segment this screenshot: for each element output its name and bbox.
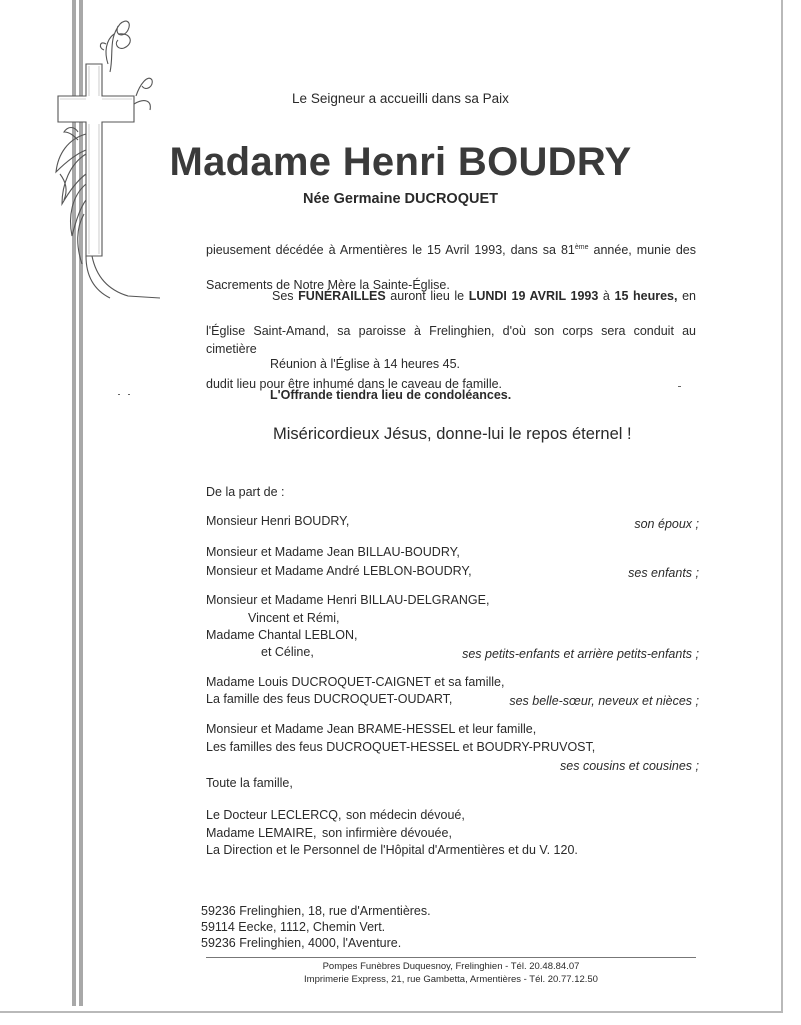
relation-label: ses cousins et cousines ;	[560, 759, 699, 773]
p1-text-a: pieusement décédée à Armentières le 15 Avril 1993, dans sa 81	[206, 243, 575, 258]
p1-line-2: Sacrements de Notre Mère la Sainte-Église.	[206, 278, 450, 293]
scan-speck	[678, 386, 681, 387]
relation-label: son époux ;	[634, 517, 699, 531]
family-line: Monsieur et Madame André LEBLON-BOUDRY,	[206, 564, 472, 578]
family-line: Vincent et Rémi,	[248, 611, 340, 625]
p2-line-3: dudit lieu pour être inhumé dans le caveau de famille.	[206, 376, 503, 391]
deceased-name: Madame Henri BOUDRY	[169, 140, 632, 184]
family-line: Madame Chantal LEBLON,	[206, 628, 358, 642]
reunion-line: Réunion à l'Église à 14 heures 45.	[270, 357, 461, 371]
footer-rule	[206, 957, 696, 958]
footer-funeral-home: Pompes Funèbres Duquesnoy, Frelinghien - Tél. 20.48.84.07	[322, 961, 580, 972]
p1-superscript: ème	[574, 244, 589, 251]
address-line: 59236 Frelinghien, 4000, l'Aventure.	[201, 936, 402, 950]
family-line: Le Docteur LECLERCQ,	[206, 808, 342, 822]
p2-text-c: à	[598, 289, 615, 303]
family-line: La famille des feus DUCROQUET-OUDART,	[206, 692, 453, 706]
funeral-paragraph	[206, 288, 696, 393]
p1-text-b: année, munie des	[588, 243, 696, 258]
offrande-line: L'Offrande tiendra lieu de condoléances.	[270, 388, 512, 402]
address-line: 59114 Eecke, 1112, Chemin Vert.	[201, 920, 386, 934]
p2-text-b: auront lieu le	[385, 289, 469, 303]
family-line: et Céline,	[261, 645, 314, 659]
family-line-role: son médecin dévoué,	[346, 808, 465, 822]
family-line: Madame LEMAIRE,	[206, 826, 317, 840]
family-line: Madame Louis DUCROQUET-CAIGNET et sa famille,	[206, 675, 505, 689]
family-line: Monsieur et Madame Jean BILLAU-BOUDRY,	[206, 545, 460, 559]
family-line: Toute la famille,	[206, 776, 293, 790]
death-notice-paragraph	[206, 239, 696, 295]
footer-printer: Imprimerie Express, 21, rue Gambetta, Armentières - Tél. 20.77.12.50	[304, 974, 598, 985]
family-line: Les familles des feus DUCROQUET-HESSEL et BOUDRY-PRUVOST,	[206, 740, 596, 754]
family-line: Monsieur et Madame Jean BRAME-HESSEL et leur famille,	[206, 722, 537, 736]
p2-text-a: Ses	[272, 289, 299, 303]
relation-label: ses belle-sœur, neveux et nièces ;	[509, 694, 699, 708]
address-line: 59236 Frelinghien, 18, rue d'Armentières.	[201, 904, 431, 918]
p2-funerailles: FUNÉRAILLES	[298, 289, 386, 303]
family-line-role: son infirmière dévouée,	[322, 826, 452, 840]
p2-time: 15 heures,	[614, 289, 678, 303]
scan-speck	[118, 394, 120, 395]
family-line: La Direction et le Personnel de l'Hôpital d'Armentières et du V. 120.	[206, 843, 578, 857]
family-line: Monsieur et Madame Henri BILLAU-DELGRANGE,	[206, 593, 490, 607]
family-line: Monsieur Henri BOUDRY,	[206, 514, 350, 528]
family-intro: De la part de :	[206, 485, 285, 499]
relation-label: ses petits-enfants et arrière petits-enfants ;	[462, 647, 699, 661]
relation-label: ses enfants ;	[628, 566, 699, 580]
prayer-line: Miséricordieux Jésus, donne-lui le repos éternel !	[273, 425, 632, 443]
p2-text-d: en	[677, 289, 696, 303]
p2-line-2: l'Église Saint-Amand, sa paroisse à Frelinghien, d'où son corps sera conduit au cimetière	[206, 324, 696, 356]
opening-line: Le Seigneur a accueilli dans sa Paix	[292, 91, 509, 106]
p2-date: LUNDI 19 AVRIL 1993	[468, 289, 599, 303]
scan-speck	[128, 394, 130, 395]
birth-name: Née Germaine DUCROQUET	[303, 191, 498, 207]
